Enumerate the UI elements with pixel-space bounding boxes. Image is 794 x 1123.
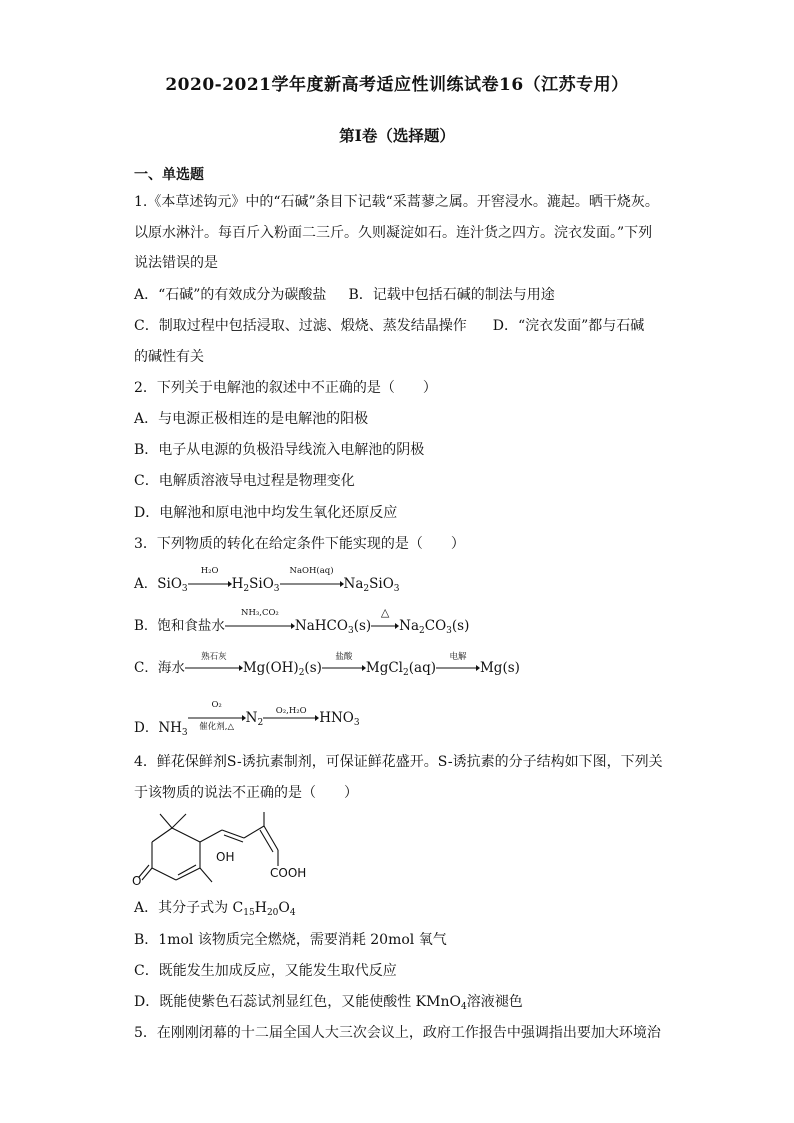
q4-stem-line2: 于该物质的说法不正确的是（ ） (134, 785, 358, 801)
q3-option-a (134, 566, 400, 592)
exam-subtitle: 第I卷（选择题） (339, 126, 455, 145)
q2-stem: 2．下列关于电解池的叙述中不正确的是（ ） (134, 380, 437, 396)
q3-c-product: Mg(s) (479, 660, 520, 676)
q3-b-label: B． (134, 618, 158, 634)
q4-option-b: B．1mol 该物质完全燃烧，需要消耗 20mol 氧气 (134, 932, 447, 948)
q3-a-product: $Na_2SiO_3$ (343, 576, 400, 594)
q3-c-arrow2: 盐酸 (322, 650, 366, 676)
q3-option-c (134, 650, 520, 676)
q3-a-reactant: SiO$_3$ (157, 576, 188, 594)
q3-a-arrow1: H₂O (188, 566, 232, 592)
q3-c-arrow1: 熟石灰 (185, 650, 243, 676)
q4-option-a: A．其分子式为 $C_{15}H_{20}O_4$ (134, 900, 296, 918)
q3-d-label: D． (134, 720, 159, 736)
q4-option-d: D．既能使紫色石蕊试剂显红色，又能使酸性 KMnO$_4$溶液褪色 (134, 994, 523, 1012)
q3-c-label: C． (134, 660, 158, 676)
q1-stem-line1: 1.《本草述钩元》中的“石碱”条目下记载“采蒿蓼之属。开窖浸水。漉起。晒干烧灰。 (134, 194, 659, 210)
q2-option-c: C．电解质溶液导电过程是物理变化 (134, 473, 355, 489)
q1-stem-line2: 以原水淋汁。每百斤入粉面二三斤。久则凝淀如石。连汁货之四方。浣衣发面。”下列 (134, 225, 653, 241)
q3-option-b (134, 608, 469, 634)
q3-b-arrow2: △ (371, 608, 399, 634)
q1-option-c: C．制取过程中包括浸取、过滤、煅烧、蒸发结晶操作 (134, 318, 467, 334)
mol-o-label: O (132, 874, 142, 888)
q3-b-arrow1: NH₃,CO₂ (225, 608, 295, 634)
q3-d-intermediate: $N_2$ (245, 710, 264, 728)
q3-c-reactant: 海水 (157, 660, 185, 676)
q3-a-arrow2: NaOH(aq) (280, 566, 344, 592)
q3-a-label: A． (134, 576, 158, 592)
q3-c-intermediate2: MgCl$_2$(aq) (365, 660, 436, 678)
q3-c-intermediate1: $Mg(OH)_2(s)$ (242, 660, 322, 678)
q1-option-d: D．“浣衣发面”都与石碱 (492, 318, 645, 334)
q3-d-arrow2: O₂,H₂O (263, 700, 319, 736)
mol-cooh-label: COOH (270, 866, 307, 880)
q3-d-reactant: $NH_3$ (158, 720, 188, 738)
q2-option-a: A．与电源正极相连的是电解池的阳极 (134, 411, 369, 427)
q1-options-ab (134, 285, 674, 305)
q2-option-d: D．电解池和原电池中均发生氧化还原反应 (134, 505, 398, 521)
q3-d-product: $HNO_3$ (319, 710, 360, 728)
q1-option-a: A．“石碱”的有效成分为碳酸盐 (134, 287, 327, 303)
q3-b-product: $Na_2CO_3(s)$ (399, 618, 470, 636)
mol-oh-label: OH (216, 850, 235, 864)
q3-stem: 3．下列物质的转化在给定条件下能实现的是（ ） (134, 536, 465, 552)
q1-option-b: B．记载中包括石碱的制法与用途 (348, 287, 555, 303)
q2-option-b: B．电子从电源的负极沿导线流入电解池的阴极 (134, 442, 425, 458)
exam-title: 2020-2021学年度新高考适应性训练试卷16（江苏专用） (165, 75, 629, 95)
q3-c-arrow3: 电解 (436, 650, 480, 676)
q4-stem-line1: 4．鲜花保鲜剂S-诱抗素制剂，可保证鲜花盛开。S-诱抗素的分子结构如下图，下列关 (134, 754, 663, 770)
q3-option-d (134, 700, 360, 736)
q1-option-d-cont: 的碱性有关 (134, 349, 204, 365)
q3-d-arrow1: O₂ 催化剂,△ (188, 700, 246, 736)
q3-b-reactant: 饱和食盐水 (157, 618, 225, 634)
q1-options-cd (134, 316, 674, 336)
q4-option-c: C．既能发生加成反应，又能发生取代反应 (134, 963, 397, 979)
q3-a-intermediate: $H_2SiO_3$ (231, 576, 280, 594)
q5-stem-line1: 5．在刚刚闭幕的十二届全国人大三次会议上，政府工作报告中强调指出要加大环境治 (134, 1025, 661, 1041)
q3-b-intermediate: NaHCO$_3$(s) (294, 618, 372, 636)
molecule-structure-diagram (130, 808, 330, 894)
section-heading: 一、单选题 (134, 167, 204, 183)
q1-stem-line3: 说法错误的是 (134, 255, 218, 271)
